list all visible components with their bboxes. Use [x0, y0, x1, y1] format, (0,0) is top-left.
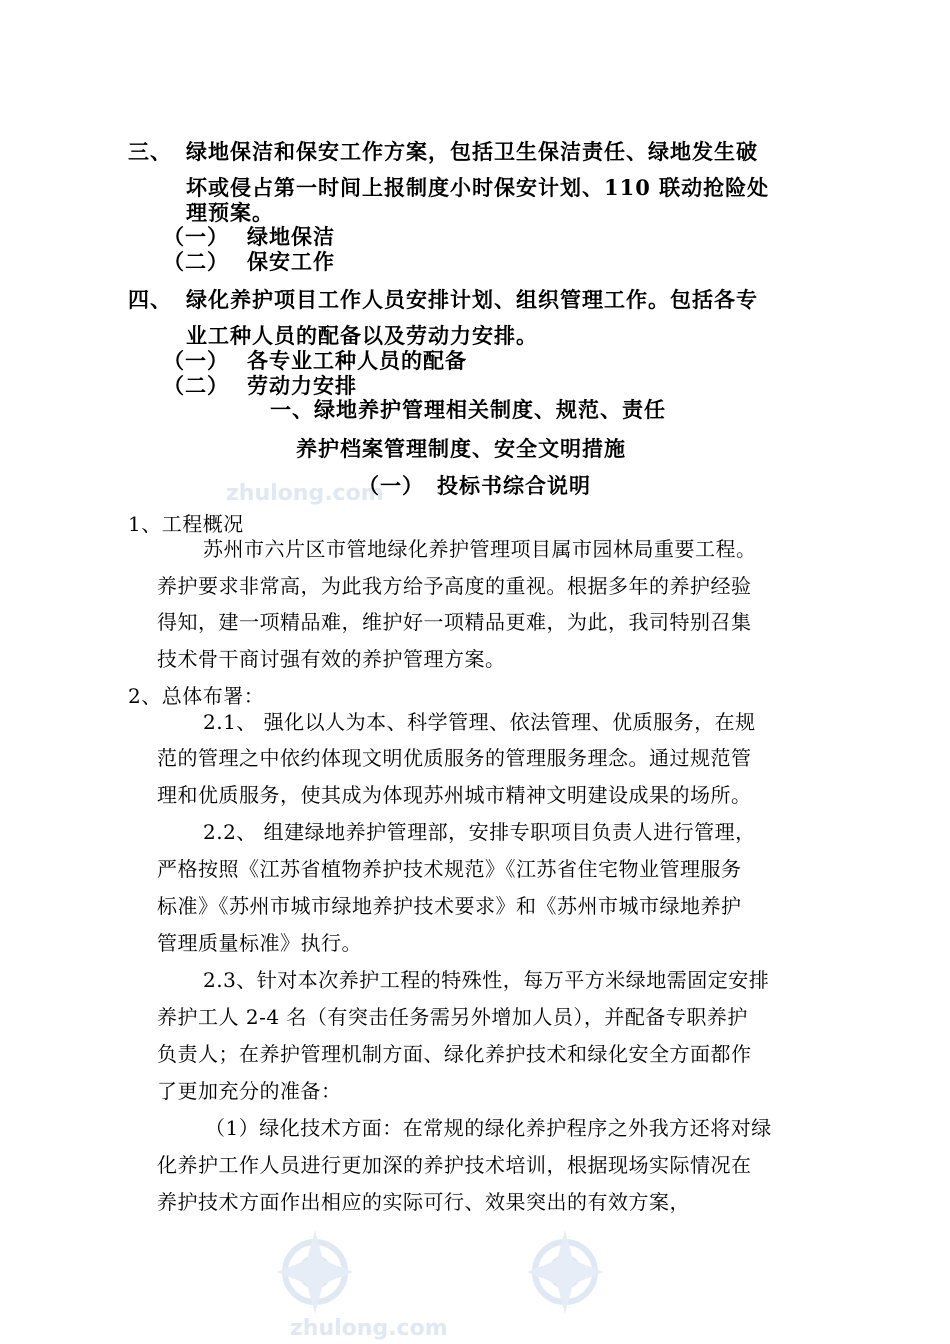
- project-overview-line: 养护要求非常高，为此我方给予高度的重视。根据多年的养护经验: [157, 574, 752, 598]
- section4-line2: 业工种人员的配备以及劳动力安排。: [186, 323, 538, 348]
- watermark-text-bottom: zhulong.com: [290, 1316, 448, 1341]
- heading-archive-safety: 养护档案管理制度、安全文明措施: [296, 436, 626, 461]
- plan-2-2-line: 严格按照《江苏省植物养护技术规范》《江苏省住宅物业管理服务: [157, 857, 742, 881]
- section4-sub2-text: 劳动力安排: [247, 373, 357, 398]
- section3-line3: 理预案。: [186, 200, 274, 225]
- section3-sub2-text: 保安工作: [247, 249, 335, 274]
- overall-plan-title: 2、总体布署：: [128, 684, 265, 708]
- plan-2-3-line: 了更加充分的准备：: [157, 1079, 342, 1103]
- plan-2-3-line: 负责人；在养护管理机制方面、绿化养护技术和绿化安全方面都作: [157, 1042, 752, 1066]
- heading-management-rules: 一、绿地养护管理相关制度、规范、责任: [270, 397, 666, 422]
- section3-sub1-text: 绿地保洁: [247, 224, 335, 249]
- section3-sub2-number: （二）: [163, 249, 229, 274]
- section4-number: 四、: [128, 287, 172, 312]
- plan-2-1-line: 范的管理之中依约体现文明优质服务的管理服务理念。通过规范管: [157, 746, 752, 770]
- plan-2-1-line: 2.1、 强化以人为本、科学管理、依法管理、优质服务，在规: [203, 710, 756, 734]
- section3-line2: 坏或侵占第一时间上报制度小时保安计划、110 联动抢险处: [186, 175, 770, 200]
- plan-2-3-line: 养护工人 2-4 名（有突击任务需另外增加人员），并配备专职养护: [157, 1005, 748, 1029]
- heading-bid-summary: 投标书综合说明: [437, 473, 591, 498]
- plan-2-3-line: 2.3、针对本次养护工程的特殊性，每万平方米绿地需固定安排: [203, 968, 770, 992]
- plan-2-2-line: 2.2、 组建绿地养护管理部，安排专职项目负责人进行管理，: [203, 820, 756, 844]
- section3-number: 三、: [128, 139, 172, 164]
- project-overview-line: 技术骨干商讨强有效的养护管理方案。: [157, 647, 506, 671]
- project-overview-line: 苏州市六片区市管地绿化养护管理项目属市园林局重要工程。: [203, 537, 757, 561]
- plan-2-2-line: 管理质量标准》执行。: [157, 931, 362, 955]
- heading-bid-number: （一）: [358, 473, 424, 498]
- tech-measure-line: 化养护工作人员进行更加深的养护技术培训，根据现场实际情况在: [157, 1153, 752, 1177]
- tech-measure-line: 养护技术方面作出相应的实际可行、效果突出的有效方案，: [157, 1190, 690, 1214]
- section4-sub1-number: （一）: [163, 348, 229, 373]
- section3-sub1-number: （一）: [163, 224, 229, 249]
- plan-2-2-line: 标准》《苏州市城市绿地养护技术要求》和《苏州市城市绿地养护: [157, 894, 742, 918]
- section4-sub1-text: 各专业工种人员的配备: [247, 348, 467, 373]
- plan-2-1-line: 理和优质服务，使其成为体现苏州城市精神文明建设成果的场所。: [157, 783, 752, 807]
- section3-line1: 绿地保洁和保安工作方案，包括卫生保洁责任、绿地发生破: [186, 139, 758, 164]
- project-overview-title: 1、工程概况: [128, 512, 244, 536]
- tech-measure-line: （1）绿化技术方面：在常规的绿化养护程序之外我方还将对绿: [205, 1116, 772, 1140]
- watermark-text: zhulong.com: [226, 481, 384, 506]
- section4-line1: 绿化养护项目工作人员安排计划、组织管理工作。包括各专: [186, 287, 758, 312]
- section4-sub2-number: （二）: [163, 373, 229, 398]
- project-overview-line: 得知，建一项精品难，维护好一项精品更难，为此，我司特别召集: [157, 610, 752, 634]
